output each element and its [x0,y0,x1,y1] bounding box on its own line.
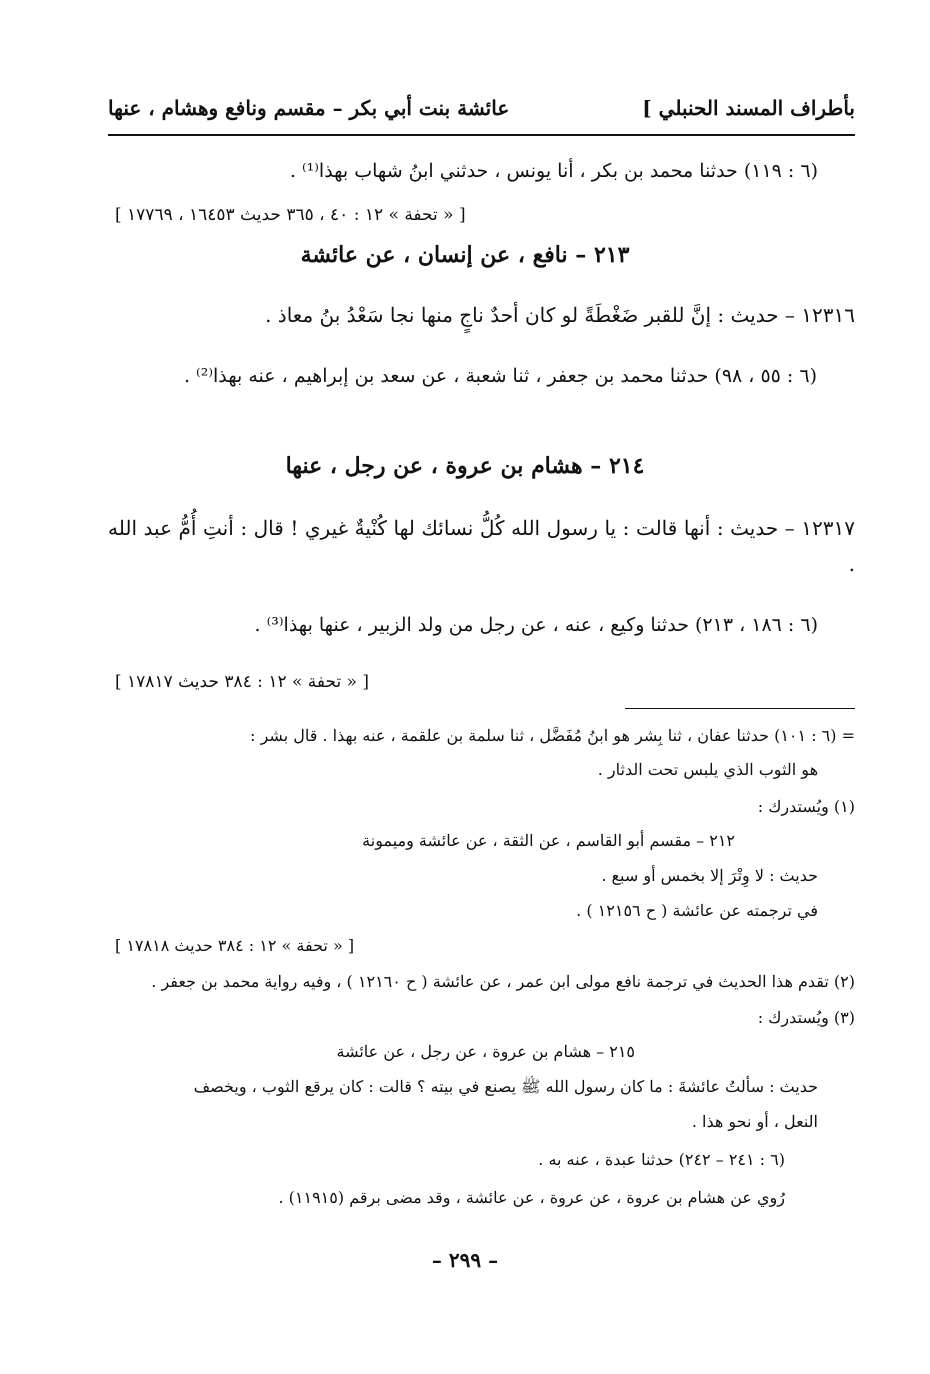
footnote-continuation-line-2: هو الثوب الذي يلبس تحت الدثار . [597,760,818,779]
running-header-right: بأطراف المسند الحنبلي ] [642,96,855,120]
footnote-3-isnad: (٦ : ٢٤١ – ٢٤٢) حدثنا عبدة ، عنه به . [538,1150,785,1169]
hadith-12316: ١٢٣١٦ – حديث : إنَّ للقبر ضَغْطَةً لو كان أحدٌ ناجٍ منها نجا سَعْدُ بنُ معاذ . [265,303,855,327]
tuhfa-reference-2: [ « تحفة » ١٢ : ٣٨٤ حديث ١٧٨١٧ ] [115,672,370,692]
isnad-12316: (٦ : ٥٥ ، ٩٨) حدثنا محمد بن جعفر ، ثنا شعبة ، عن سعد بن إبراهيم ، عنه بهذا⁽²⁾ . [183,365,817,387]
footnote-1-title: ٢١٢ – مقسم أبو القاسم ، عن الثقة ، عن عائشة وميمونة [362,831,735,850]
section-heading-214: ٢١٤ – هشام بن عروة ، عن رجل ، عنها [285,453,645,479]
footnote-3-hadith-line-2: النعل ، أو نحو هذا . [691,1112,818,1131]
footnote-3-title: ٢١٥ – هشام بن عروة ، عن رجل ، عن عائشة [336,1042,635,1061]
footnote-1-label: (١) ويُستدرك : [757,797,855,816]
running-header-left: عائشة بنت أبي بكر – مقسم ونافع وهشام ، عنها [108,96,510,120]
header-rule [108,134,855,136]
footnote-3-note: رُوي عن هشام بن عروة ، عن عروة ، عن عائشة ، وقد مضى برقم (١١٩١٥) . [278,1188,785,1207]
footnote-1-reference: [ « تحفة » ١٢ : ٣٨٤ حديث ١٧٨١٨ ] [115,936,355,955]
section-heading-213: ٢١٣ – نافع ، عن إنسان ، عن عائشة [300,242,630,268]
footnote-continuation-line-1: = (٦ : ١٠١) حدثنا عفان ، ثنا بِشر هو ابنُ مُفَضَّل ، ثنا سلمة بن علقمة ، عنه بهذا . قال بشر : [250,726,855,745]
hadith-12317: ١٢٣١٧ – حديث : أنها قالت : يا رسول الله كُلُّ نسائك لها كُنْيةٌ غيري ! قال : أنتِ أُمُّ عبد الله . [108,516,855,576]
footnote-3-hadith-line-1: حديث : سألتُ عائشةَ : ما كان رسول الله ﷺ يصنع في بيته ؟ قالت : كان يرقع الثوب ، ويخصف [193,1077,818,1096]
footnote-1-location: في ترجمته عن عائشة ( ح ١٢١٥٦ ) . [576,901,818,920]
footnote-separator [625,708,855,709]
page-number: – ٢٩٩ – [431,1248,499,1272]
footnote-2: (٢) تقدم هذا الحديث في ترجمة نافع مولى ابن عمر ، عن عائشة ( ح ١٢١٦٠ ) ، وفيه رواية محمد بن جعفر . [151,972,855,991]
tuhfa-reference-1: [ « تحفة » ١٢ : ٤٠ ، ٣٦٥ حديث ١٦٤٥٣ ، ١٧٧٦٩ ] [115,205,466,225]
footnote-3-label: (٣) ويُستدرك : [757,1008,855,1027]
isnad-line-119: (٦ : ١١٩) حدثنا محمد بن بكر ، أنا يونس ، حدثني ابنُ شهاب بهذا⁽¹⁾ . [289,160,818,182]
footnote-1-hadith: حديث : لا وِتْرَ إلا بخمس أو سبع . [601,866,818,885]
isnad-12317: (٦ : ١٨٦ ، ٢١٣) حدثنا وكيع ، عنه ، عن رجل من ولد الزبير ، عنها بهذا⁽³⁾ . [254,614,818,636]
